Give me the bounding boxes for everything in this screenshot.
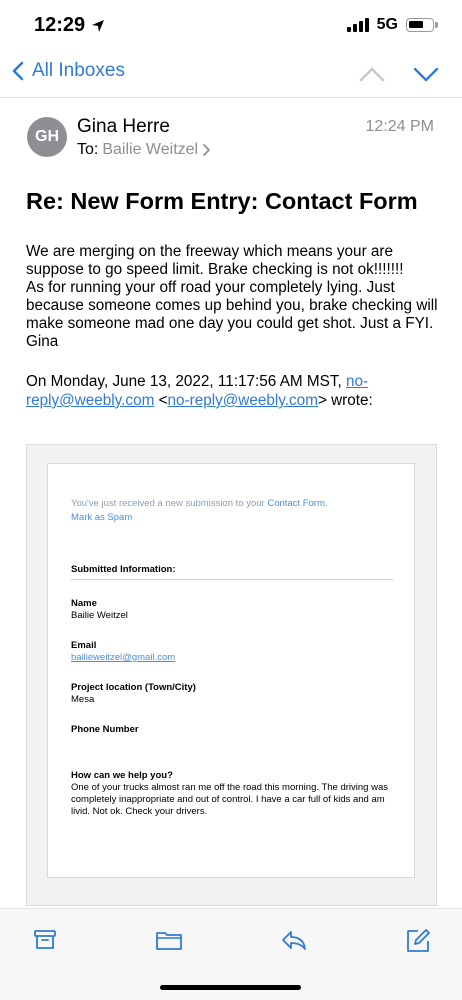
field-label: Name <box>71 598 97 609</box>
submitter-email-link[interactable]: bailieweitzel@gmail.com <box>71 652 176 663</box>
status-indicators <box>347 16 434 34</box>
body-paragraph: As for running your off road your completely lying. Just because someone comes up behind you, brake checking will make someone mad one day you could get shot. Just a FYI. <box>26 279 438 332</box>
next-message-icon[interactable] <box>412 64 440 84</box>
form-field-email <box>71 640 393 664</box>
mark-as-spam-link[interactable]: Mark as Spam <box>71 512 133 523</box>
nav-bar <box>0 52 462 98</box>
sender-name[interactable]: Gina Herre <box>77 116 170 137</box>
nav-divider <box>0 97 462 98</box>
contact-form-link[interactable]: Contact Form. <box>267 498 328 509</box>
chevron-left-icon <box>12 61 24 81</box>
intro-text: You've just received a new submission to your <box>71 498 268 509</box>
to-label: To: <box>77 141 99 158</box>
field-value <box>71 736 393 748</box>
recipient-line[interactable] <box>77 141 211 159</box>
back-button-label: All Inboxes <box>32 60 125 81</box>
message-body <box>26 243 446 351</box>
field-label: Phone Number <box>71 724 139 735</box>
status-time: 12:29 <box>34 14 86 36</box>
form-field-phone <box>71 724 393 748</box>
avatar[interactable]: GH <box>27 117 67 157</box>
field-label: Email <box>71 640 97 651</box>
chevron-right-icon <box>202 143 211 157</box>
quote-suffix: > wrote: <box>317 392 373 409</box>
home-indicator <box>160 985 301 990</box>
quote-bracket-open: < <box>154 392 168 409</box>
field-label: Project location (Town/City) <box>71 682 196 693</box>
form-field-location <box>71 682 393 706</box>
network-type: 5G <box>376 16 398 33</box>
field-label: How can we help you? <box>71 770 173 781</box>
folder-icon[interactable] <box>155 928 183 952</box>
form-field-name <box>71 598 393 622</box>
sender-header <box>0 110 462 170</box>
body-paragraph: We are merging on the freeway which means your are suppose to go speed limit. Brake checking is not ok!!!!!!! <box>26 243 404 278</box>
archive-icon[interactable] <box>33 928 57 952</box>
cellular-signal-icon <box>347 18 369 32</box>
field-value: One of your trucks almost ran me off the road this morning. The driving was completely inappropriate and out of control. I have a car full of kids and am livid. Not ok. Check your drivers. <box>71 782 388 817</box>
sender-email-link-2[interactable]: no-reply@weebly.com <box>167 392 318 409</box>
quoted-email-card <box>47 463 415 878</box>
previous-message-icon[interactable] <box>358 64 386 84</box>
compose-icon[interactable] <box>405 928 431 954</box>
reply-icon[interactable] <box>280 928 308 952</box>
form-submission <box>71 498 393 818</box>
quote-attribution <box>26 372 446 410</box>
message-subject: Re: New Form Entry: Contact Form <box>26 188 418 214</box>
battery-icon <box>406 18 434 32</box>
quote-prefix: On Monday, June 13, 2022, 11:17:56 AM MST, <box>26 373 347 390</box>
body-signature: Gina <box>26 333 59 350</box>
status-bar <box>0 0 462 52</box>
form-field-message <box>71 770 393 818</box>
field-value: Mesa <box>71 694 95 705</box>
location-arrow-icon <box>91 19 105 33</box>
message-time: 12:24 PM <box>365 118 434 135</box>
field-value: Bailie Weitzel <box>71 610 128 621</box>
quoted-email-frame <box>26 444 437 906</box>
sender-email-link[interactable]: no-reply@weebly.com <box>26 373 369 409</box>
submitted-info-heading: Submitted Information: <box>71 564 393 580</box>
back-button[interactable] <box>12 60 125 82</box>
recipient-name: Bailie Weitzel <box>102 141 199 158</box>
submission-intro <box>71 498 393 510</box>
status-time-group <box>34 14 105 37</box>
